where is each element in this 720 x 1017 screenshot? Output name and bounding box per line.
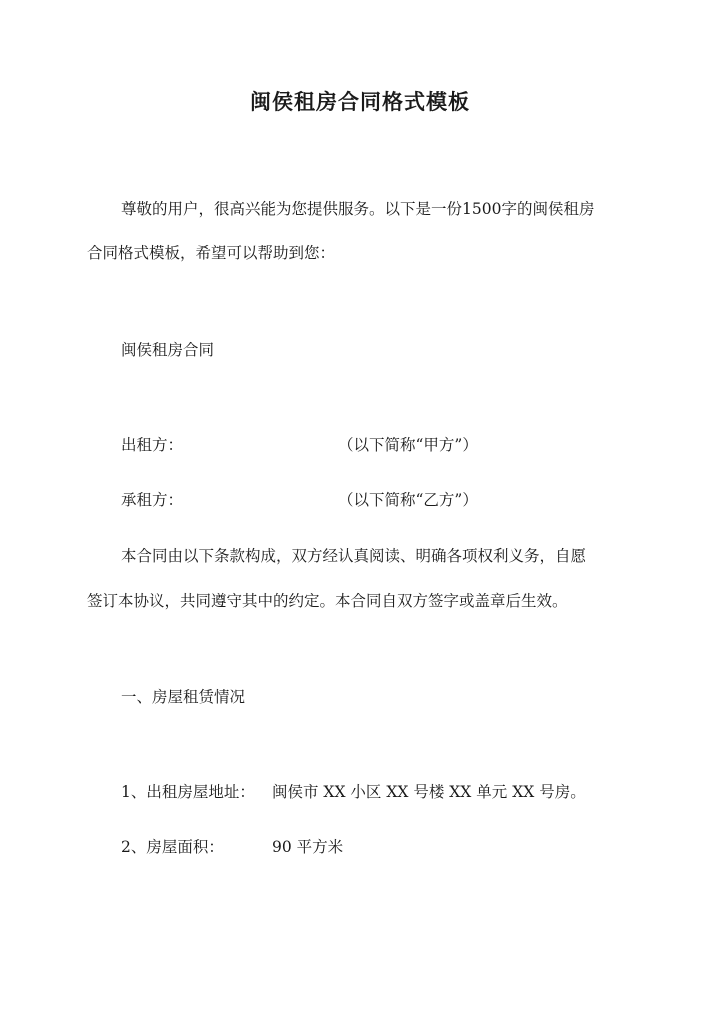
preamble-line-2: 签订本协议，共同遵守其中的约定。本合同自双方签字或盖章后生效。 [87, 592, 568, 610]
item-2-value: 90 平方米 [272, 838, 344, 856]
contract-heading: 闽侯租房合同 [121, 341, 215, 359]
lessor-label: 出租方： [121, 436, 184, 454]
lessor-note: （以下简称“甲方”） [338, 436, 478, 454]
item-2-label: 2、房屋面积： [121, 838, 224, 856]
item-1-label: 1、出租房屋地址： [121, 783, 255, 801]
document-title: 闽侯租房合同格式模板 [250, 89, 470, 114]
section-1-heading: 一、房屋租赁情况 [121, 688, 246, 706]
intro-paragraph-line-2: 合同格式模板，希望可以帮助到您： [87, 244, 336, 262]
preamble-line-1: 本合同由以下条款构成，双方经认真阅读、明确各项权利义务，自愿 [121, 547, 587, 565]
item-1-value: 闽侯市 XX 小区 XX 号楼 XX 单元 XX 号房。 [272, 783, 586, 801]
intro-paragraph-line-1: 尊敬的用户，很高兴能为您提供服务。以下是一份1500字的闽侯租房 [121, 200, 595, 218]
lessee-label: 承租方： [121, 491, 184, 509]
lessee-note: （以下简称“乙方”） [338, 491, 478, 509]
